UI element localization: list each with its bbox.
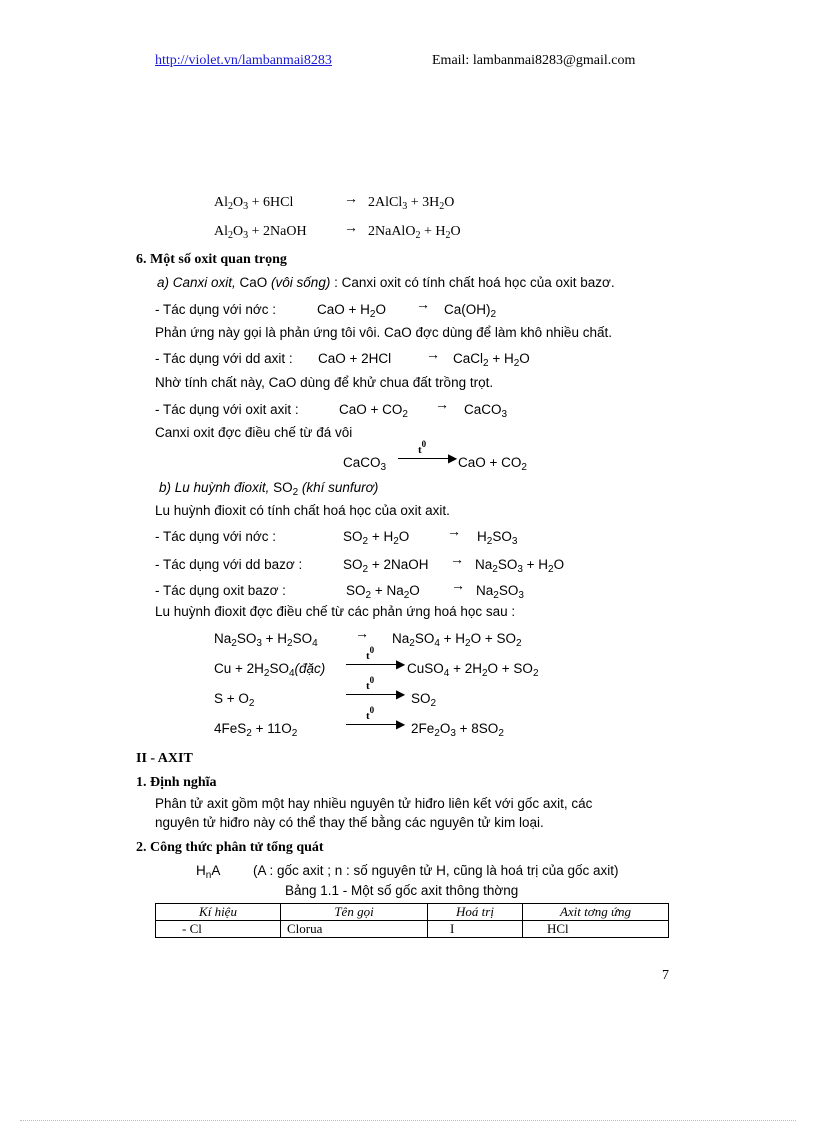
arrow-icon: → [426,348,440,363]
line-cao-water-label: - Tác dụng với nớc : [155,302,277,317]
arrow-icon: → [344,221,358,236]
page-number: 7 [662,968,669,983]
equation-cao-hcl: CaO + 2HCl [318,351,392,366]
equation-rhs: $Na_2SO_3 + H_2O$ [475,557,565,575]
reaction-2-products: CuSO$_4$ + $2H_2O + SO_2$ [407,661,539,679]
arrow-icon: → [451,579,465,594]
subsection-heading: 1. Định nghĩa [136,775,217,790]
table-cell: Clorua [281,921,428,938]
equation-rhs: 2AlCl$_3$ + $3H_2O$ [368,195,455,212]
paragraph: Lu huỳnh đioxit đợc điều chế từ các phản ứng hoá học sau : [155,604,516,619]
line-cao-acid-label: - Tác dụng với dd axit : [155,351,293,366]
header-link[interactable]: http://violet.vn/lambanmai8283 [155,53,332,68]
arrow-icon: → [435,398,449,413]
reaction-2: $Cu + 2H_2SO_4(đặc)$ [214,661,326,679]
equation-al2o3-naoh: $Al_2O_3$ + 2NaOH [214,224,307,241]
equation-cao-co2: CaO + $CO_2$ [339,402,408,420]
reaction-4: $4FeS_2 + 11O_2$ [214,721,298,739]
table-row [156,921,669,938]
reaction-3: $S + O_2$ [214,691,255,709]
line-cao-oxide-label: - Tác dụng với oxit axit : [155,402,299,417]
paragraph: Phân tử axit gồm một hay nhiều nguyên tử hiđro liên kết với gốc axit, các [155,796,593,811]
subsection-heading: 2. Công thức phân tử tổng quát [136,840,324,855]
equation-cao-water: CaO + $H_2O$ [317,302,386,320]
section-heading: 6. Một số oxit quan trọng [136,252,287,267]
formula-description: (A : gốc axit ; n : số nguyên tử H, cũng là hoá trị của gốc axit) [253,863,619,878]
equation-rhs: CaO + $CO_2$ [458,455,527,473]
table-header: Kí hiệu [156,904,281,921]
line-so2-oxide-label: - Tác dụng oxit bazơ : [155,583,286,598]
subsection-a-title: a) Canxi oxit, CaO (vôi sống) : Canxi oxit có tính chất hoá học của oxit bazơ. [157,275,615,290]
heat-arrow-icon: $t^0$ ▶ [398,448,458,468]
acid-radical-table [155,903,669,938]
table-caption: Bảng 1.1 - Một số gốc axit thông thờng [285,883,519,898]
equation-rhs: $H_2SO_3$ [477,529,518,547]
paragraph: Phản ứng này gọi là phản ứng tôi vôi. CaO đợc dùng để làm khô nhiều chất. [155,325,612,340]
paragraph: Nhờ tính chất này, CaO dùng để khử chua đất trồng trọt. [155,375,494,390]
equation-rhs: $Ca(OH)_2$ [444,302,497,320]
equation-rhs: CaCl$_2$ + $H_2O$ [453,351,530,369]
equation-rhs: CaCO$_3$ [464,402,508,420]
arrow-icon: → [450,553,464,568]
arrow-icon: → [447,525,461,540]
reaction-3-products: $SO_2$ [411,691,437,709]
reaction-4-products: $2Fe_2O_3 + 8SO_2$ [411,721,504,739]
table-cell: I [428,921,523,938]
equation-rhs: $Na_2SO_3$ [476,583,524,601]
arrow-icon: → [344,192,358,207]
reaction-1-products: $Na_2SO_4 + H_2O + SO_2$ [392,631,522,649]
table-header: Tên gọi [281,904,428,921]
arrow-icon: → [416,298,430,313]
page-bottom-divider [20,1120,796,1121]
heat-arrow-icon: $t^0$ ▶ [346,654,406,674]
header-email: Email: lambanmai8283@gmail.com [432,53,636,68]
arrow-icon: → [355,627,369,642]
general-formula: $H_nA$ [196,863,221,881]
paragraph: nguyên tử hiđro này có thể thay thế bằng các nguyên tử kim loại. [155,815,544,830]
subsection-b-title: b) Lu huỳnh đioxit, $SO_2$ (khí sunfurơ) [159,480,379,498]
equation-so2-naoh: $SO_2$ + 2NaOH [343,557,429,575]
paragraph: Canxi oxit đợc điều chế từ đá vôi [155,425,353,440]
table-header: Axit tơng ứng [523,904,669,921]
equation-rhs: 2NaAlO$_2$ + $H_2O$ [368,224,461,241]
equation-so2-na2o: $SO_2 + Na_2O$ [346,583,420,601]
line-so2-base-label: - Tác dụng với dd bazơ : [155,557,303,572]
line-so2-water-label: - Tác dụng với nớc : [155,529,277,544]
table-cell: HCl [523,921,669,938]
heat-arrow-icon: $t^0$ ▶ [346,684,406,704]
equation-caco3: CaCO$_3$ [343,455,387,473]
table-header: Hoá trị [428,904,523,921]
section-heading: II - AXIT [136,751,193,766]
equation-al2o3-hcl: $Al_2O_3 + 6HCl$ [214,195,294,212]
heat-arrow-icon: $t^0$ ▶ [346,714,406,734]
reaction-1: $Na_2SO_3 + H_2SO_4$ [214,631,318,649]
paragraph: Lu huỳnh đioxit có tính chất hoá học của oxit axit. [155,503,450,518]
equation-so2-water: $SO_2 + H_2O$ [343,529,410,547]
table-cell: - Cl [156,921,281,938]
table-header-row [156,904,669,921]
